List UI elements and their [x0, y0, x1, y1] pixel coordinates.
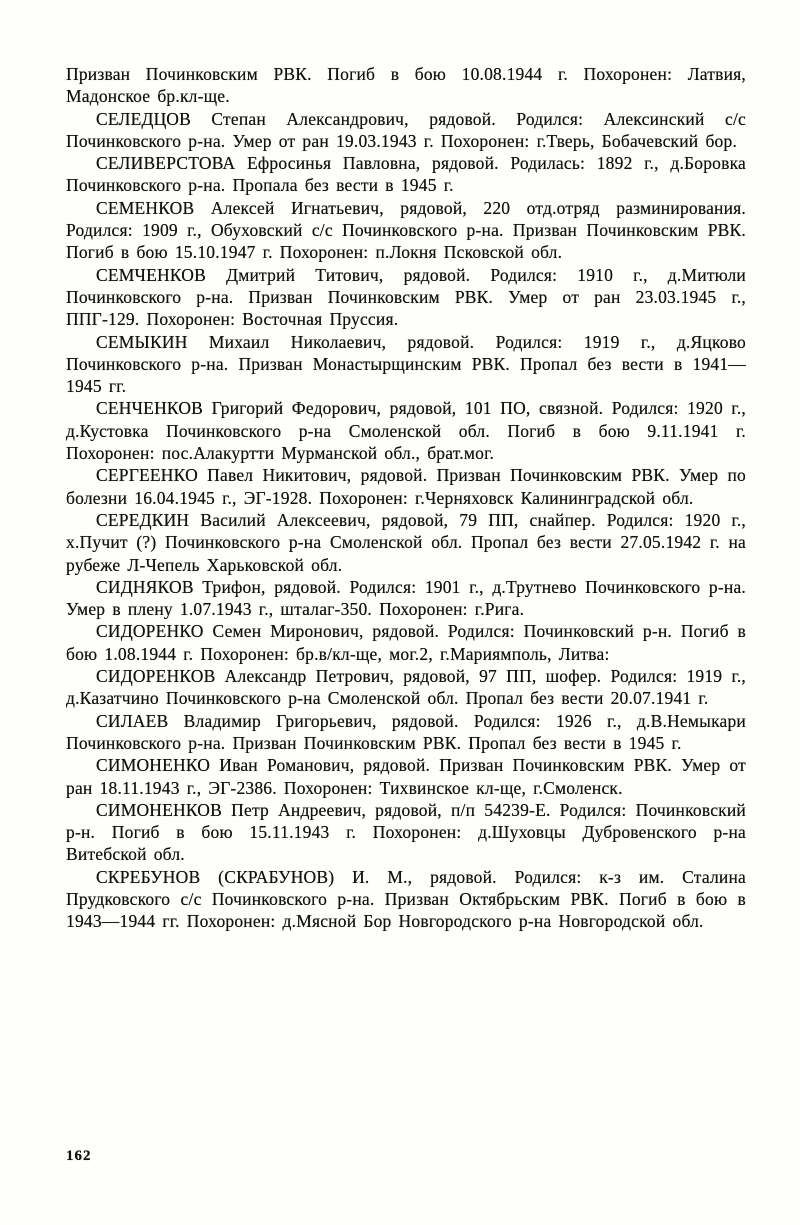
memorial-record: СИДНЯКОВ Трифон, рядовой. Родился: 1901 г., д.Трутнево Починковского р-на. Умер в плену 1.07.1943 г., шталаг-350. Похоронен: г.Рига.	[66, 576, 746, 620]
memorial-record: СЕЛЕДЦОВ Степан Александрович, рядовой. Родился: Алексинский с/с Починковского р-на. Умер от ран 19.03.1943 г. Похоронен: г.Тверь, Бобачевский бор.	[66, 108, 746, 151]
memorial-record: СЕМЕНКОВ Алексей Игнатьевич, рядовой, 220 отд.отряд разминирования. Родился: 1909 г., Обуховский с/с Починковского р-на. Призван Починковским РВК. Погиб в бою 15.10.1947 г. Похоронен: п.Локня Псковской обл.	[66, 197, 746, 263]
memorial-record: СИДОРЕНКО Семен Миронович, рядовой. Родился: Починковский р-н. Погиб в бою 1.08.1944 г. Похоронен: бр.в/кл-ще, мог.2, г.Мариямполь, Литва:	[66, 621, 746, 664]
memorial-record: СКРЕБУНОВ (СКРАБУНОВ) И. М., рядовой. Родился: к-з им. Сталина Прудковского с/с Починковского р-на. Призван Октябрьским РВК. Погиб в бою в 1943—1944 гг. Похоронен: д.Мясной Бор Новгородского р-на Новгородской обл.	[66, 866, 746, 932]
page-number: 162	[66, 1148, 92, 1164]
memorial-record: СЕМЫКИН Михаил Николаевич, рядовой. Родился: 1919 г., д.Яцково Починковского р-на. Призван Монастырщинским РВК. Пропал без вести в 1941—1945 гг.	[66, 331, 746, 397]
text-column	[66, 63, 746, 933]
memorial-record-continuation: Призван Починковским РВК. Погиб в бою 10.08.1944 г. Похоронен: Латвия, Мадонское бр.кл-ще.	[66, 64, 746, 107]
memorial-record: СЕРЕДКИН Василий Алексеевич, рядовой, 79 ПП, снайпер. Родился: 1920 г., х.Пучит (?) Починковского р-на Смоленской обл. Пропал без вести 27.05.1942 г. на рубеже Л-Чепель Харьковской обл.	[66, 509, 746, 575]
memorial-record: СИДОРЕНКОВ Александр Петрович, рядовой, 97 ПП, шофер. Родился: 1919 г., д.Казатчино Починковского р-на Смоленской обл. Пропал без вести 20.07.1941 г.	[66, 666, 746, 709]
memorial-record: СИЛАЕВ Владимир Григорьевич, рядовой. Родился: 1926 г., д.В.Немыкари Починковского р-на. Призван Починковским РВК. Пропал без вести в 1945 г.	[66, 710, 746, 753]
memorial-record: СЕРГЕЕНКО Павел Никитович, рядовой. Призван Починковским РВК. Умер по болезни 16.04.1945 г., ЭГ-1928. Похоронен: г.Черняховск Калининградской обл.	[66, 465, 746, 508]
memorial-record: СЕНЧЕНКОВ Григорий Федорович, рядовой, 101 ПО, связной. Родился: 1920 г., д.Кустовка Починковского р-на Смоленской обл. Погиб в бою 9.11.1941 г. Похоронен: пос.Алакуртти Мурманской обл., брат.мог.	[66, 398, 746, 464]
memorial-record: СИМОНЕНКОВ Петр Андреевич, рядовой, п/п 54239-Е. Родился: Починковский р-н. Погиб в бою 15.11.1943 г. Похоронен: д.Шуховцы Дубровенского р-на Витебской обл.	[66, 799, 746, 865]
memorial-record: СИМОНЕНКО Иван Романович, рядовой. Призван Починковским РВК. Умер от ран 18.11.1943 г., ЭГ-2386. Похоронен: Тихвинское кл-ще, г.Смоленск.	[66, 755, 746, 798]
memorial-record: СЕМЧЕНКОВ Дмитрий Титович, рядовой. Родился: 1910 г., д.Митюли Починковского р-на. Призван Починковским РВК. Умер от ран 23.03.1945 г., ППГ-129. Похоронен: Восточная Пруссия.	[66, 264, 746, 330]
memorial-record: СЕЛИВЕРСТОВА Ефросинья Павловна, рядовой. Родилась: 1892 г., д.Боровка Починковского р-на. Пропала без вести в 1945 г.	[66, 153, 746, 196]
